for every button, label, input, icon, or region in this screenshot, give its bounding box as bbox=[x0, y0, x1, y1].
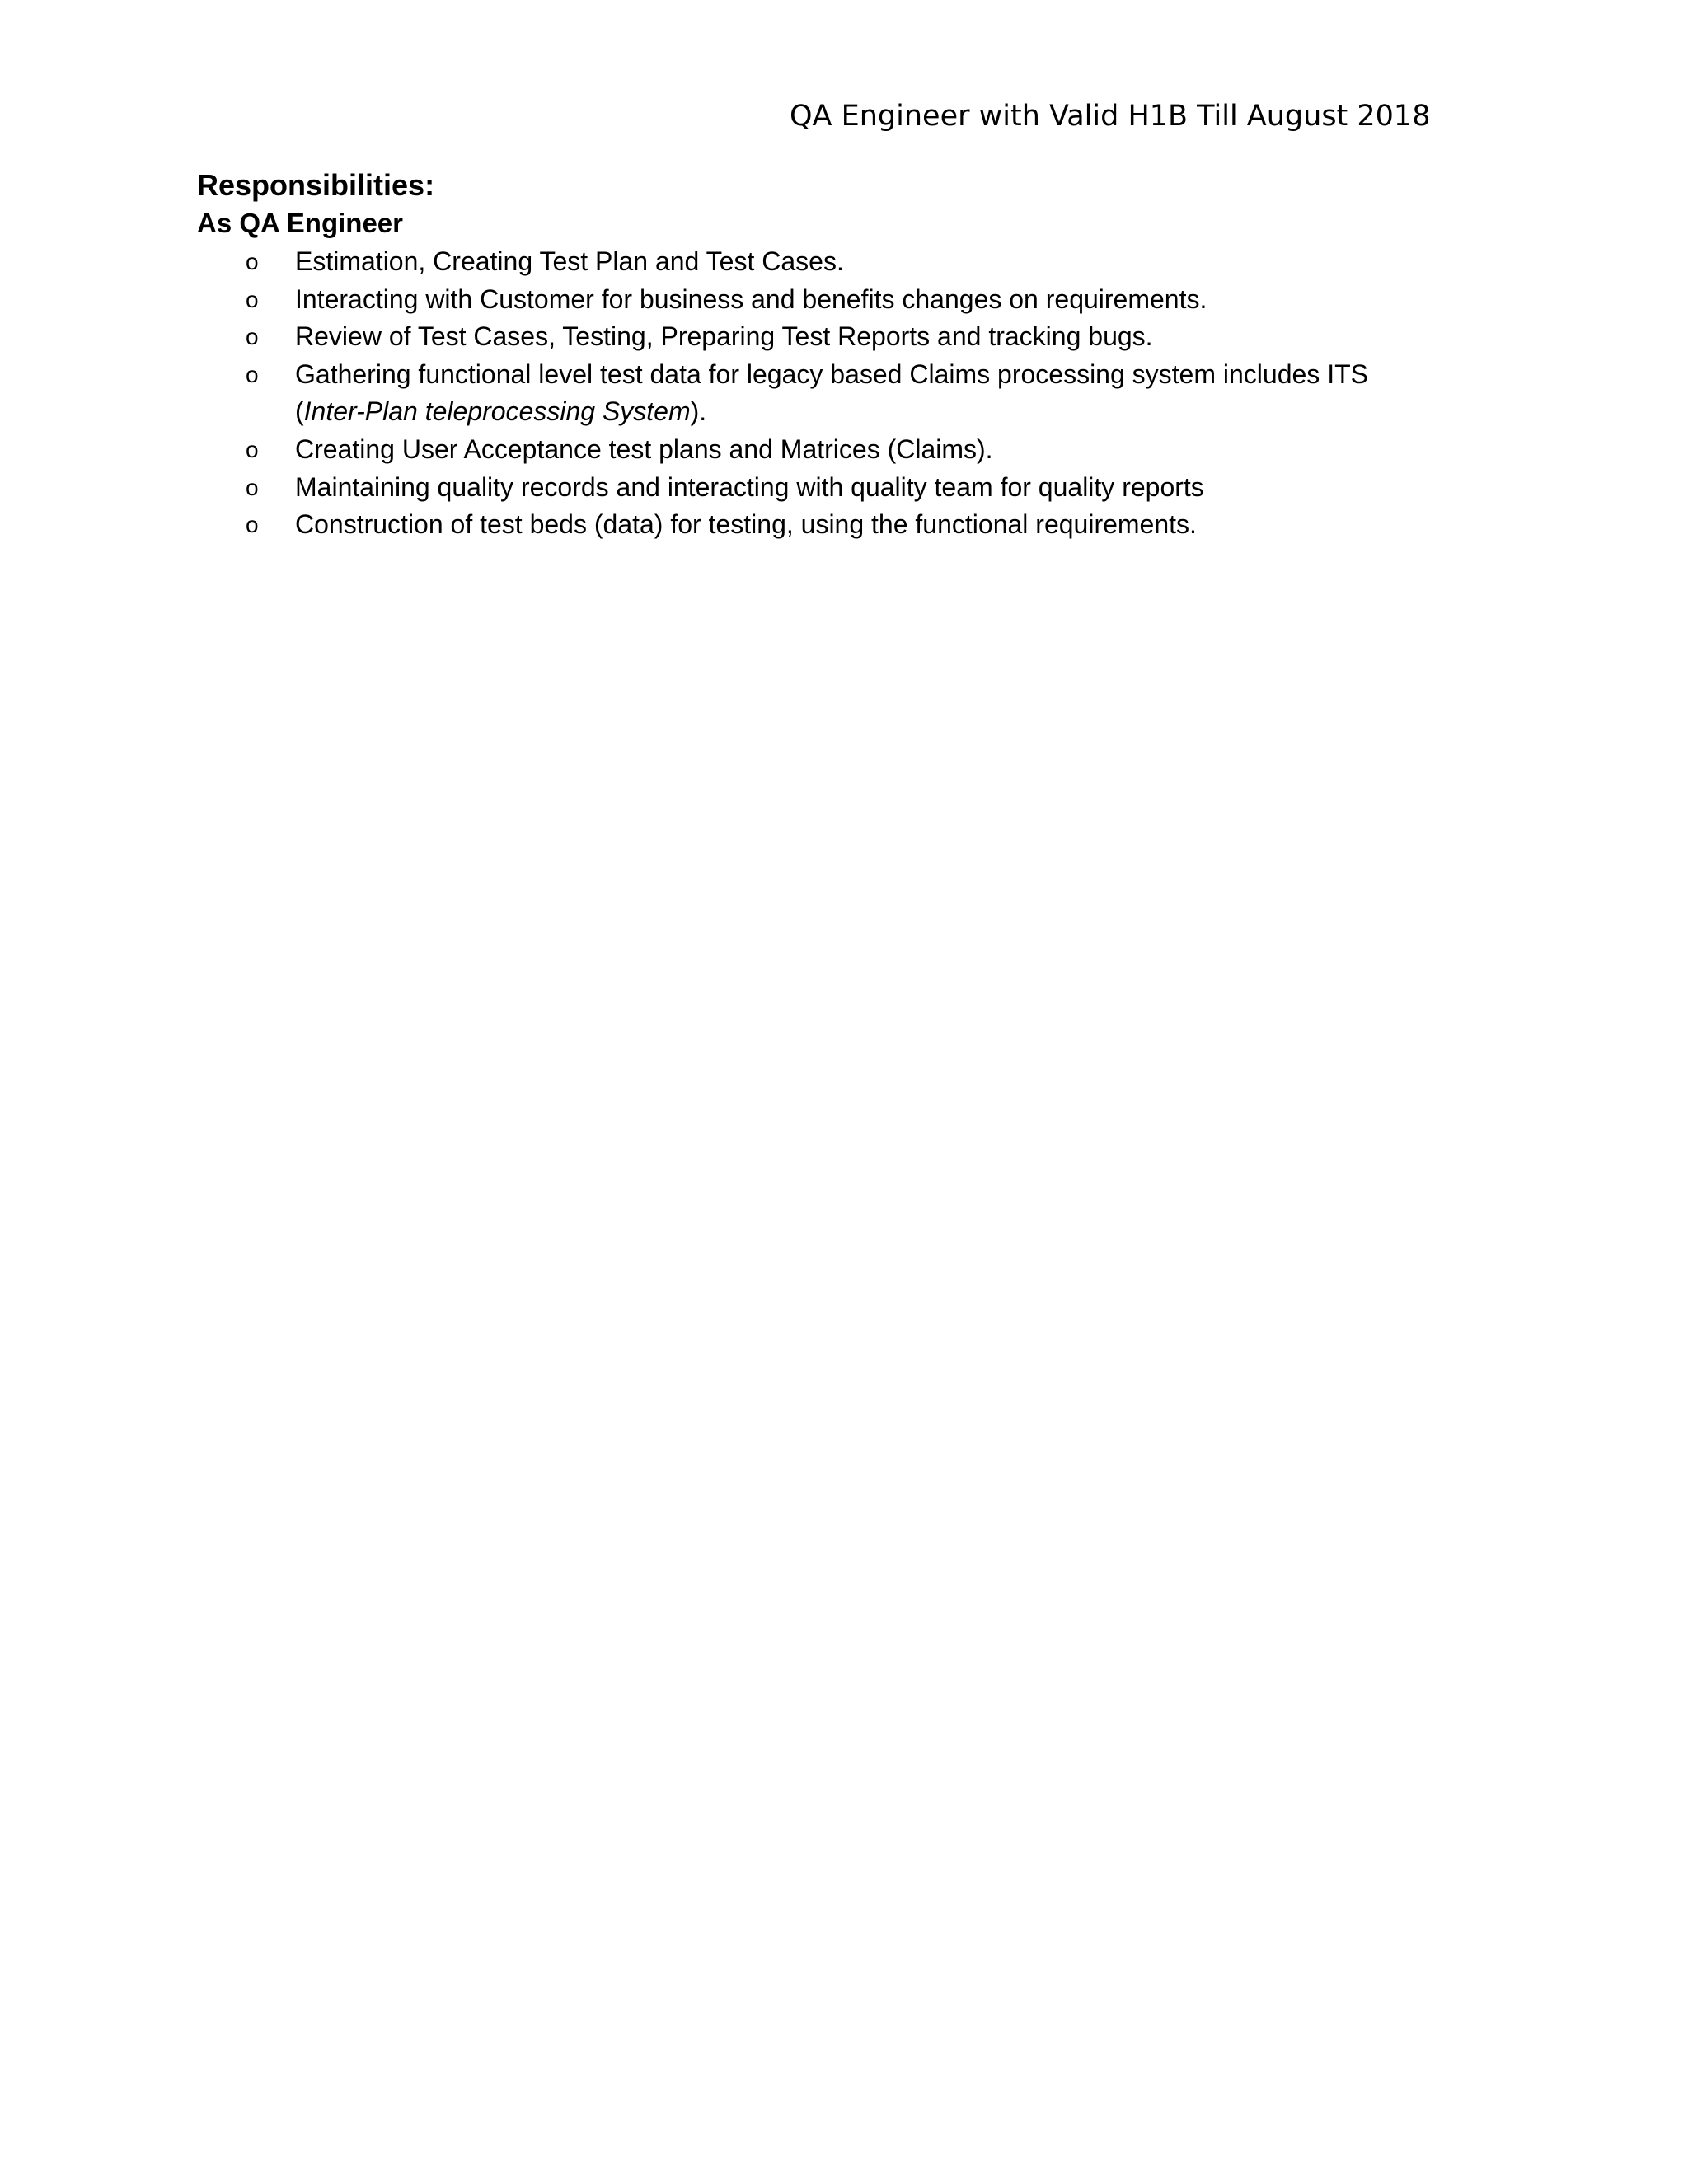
role-heading: As QA Engineer bbox=[197, 208, 403, 238]
hollow-bullet-icon: o bbox=[246, 286, 259, 312]
list-item bbox=[239, 356, 1442, 431]
list-item bbox=[239, 431, 1442, 469]
list-item bbox=[239, 243, 1442, 281]
list-item bbox=[239, 281, 1442, 319]
hollow-bullet-icon: o bbox=[246, 324, 259, 350]
list-item-text: Gathering functional level test data for legacy based Claims processing system includes ITS bbox=[295, 359, 1368, 389]
list-item-text: Creating User Acceptance test plans and Matrices (Claims). bbox=[295, 434, 993, 464]
list-item-text: Interacting with Customer for business and benefits changes on requirements. bbox=[295, 284, 1207, 314]
list-item-text: Estimation, Creating Test Plan and Test Cases. bbox=[295, 246, 844, 276]
hollow-bullet-icon: o bbox=[246, 474, 259, 500]
hollow-bullet-icon: o bbox=[246, 361, 259, 387]
responsibilities-list bbox=[239, 243, 1442, 544]
document-title: QA Engineer with Valid H1B Till August 2018 bbox=[790, 100, 1431, 133]
list-item bbox=[239, 506, 1442, 544]
paren-close: ). bbox=[690, 396, 707, 427]
responsibilities-heading: Responsibilities: bbox=[197, 168, 435, 202]
list-item-text: Construction of test beds (data) for testing, using the functional requirements. bbox=[295, 509, 1197, 540]
hollow-bullet-icon: o bbox=[246, 436, 259, 462]
list-item bbox=[239, 318, 1442, 356]
hollow-bullet-icon: o bbox=[246, 249, 259, 274]
hollow-bullet-icon: o bbox=[246, 512, 259, 538]
list-item-text: Maintaining quality records and interacting with quality team for quality reports bbox=[295, 471, 1204, 502]
list-item bbox=[239, 469, 1442, 507]
list-item-continuation bbox=[295, 393, 1442, 431]
its-expansion: Inter-Plan teleprocessing System bbox=[303, 396, 691, 427]
list-item-text: Review of Test Cases, Testing, Preparing Test Reports and tracking bugs. bbox=[295, 321, 1153, 352]
paren-open: ( bbox=[295, 396, 304, 427]
